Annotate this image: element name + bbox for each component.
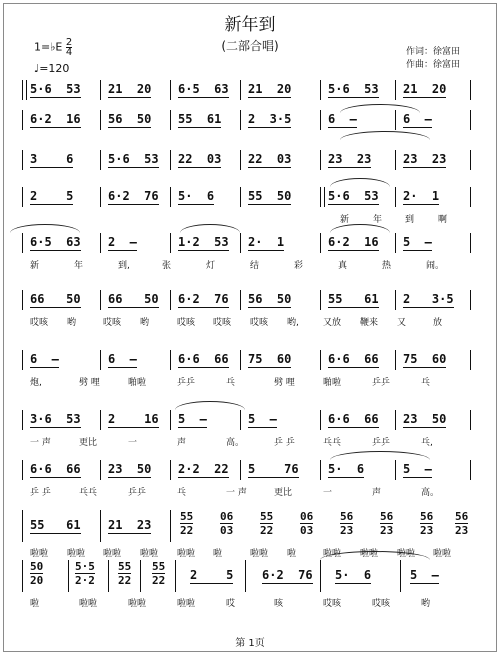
measure-notes: 6 – (108, 352, 137, 366)
lyric-syllable: 啦啦 (67, 549, 86, 559)
measure-notes: 21 20 (248, 82, 292, 96)
key-prefix: 1= (34, 40, 51, 54)
measure-notes: 66 50 (108, 292, 159, 306)
lyric-syllable: 彩 (294, 261, 304, 271)
barline (170, 290, 171, 310)
barline (395, 187, 396, 207)
barline (170, 350, 171, 370)
song-title: 新年到 (224, 15, 276, 35)
lyric-syllable: 啦啦 (360, 549, 379, 559)
stacked-chord (455, 510, 468, 537)
barline (470, 80, 471, 100)
lyric-syllable: 哟, (287, 318, 299, 328)
chord-lower: 03 (300, 524, 314, 537)
chord-lower: 03 (220, 524, 234, 537)
barline (470, 410, 471, 430)
lyric-syllable: 乒乒 (372, 438, 391, 448)
barline (320, 187, 325, 207)
measure-notes: 22 03 (248, 152, 292, 166)
lyric-syllable: 哟 (67, 318, 77, 328)
measure-notes: 5·6 53 (108, 152, 159, 166)
chord-upper: 5·5 (75, 560, 95, 573)
barline (22, 187, 23, 207)
lyric-syllable: 结 (250, 261, 260, 271)
lyric-syllable: 更比 (274, 488, 293, 498)
measure-notes: 55 61 (30, 518, 81, 532)
measure-notes: 22 03 (178, 152, 222, 166)
lyric-syllable: 张 (162, 261, 172, 271)
barline (22, 80, 27, 100)
measure-notes: 5· 6 (178, 189, 215, 203)
measure-notes: 1·2 53 (178, 235, 229, 249)
measure-notes: 2· 1 (248, 235, 285, 249)
lyric-syllable: 啦啦 (250, 549, 269, 559)
lyric-syllable: 啪啦 (323, 378, 342, 388)
measure-notes: 21 20 (403, 82, 447, 96)
barline (68, 560, 69, 592)
lyric-syllable: 炮, (30, 378, 42, 388)
lyric-syllable: 乓乓 (323, 438, 342, 448)
lyric-syllable: 到, (118, 261, 130, 271)
time-bottom: 4 (65, 47, 73, 58)
barline (245, 560, 246, 592)
stacked-chord (420, 510, 433, 537)
measure-notes: 5· 6 (335, 568, 372, 582)
barline (170, 110, 171, 130)
lyric-syllable: 声 (372, 488, 382, 498)
barline (320, 233, 321, 253)
barline (22, 150, 23, 170)
lyric-syllable: 闹。 (426, 261, 445, 271)
lyric-syllable: 更比 (79, 438, 98, 448)
lyric-syllable: 乓 (177, 488, 187, 498)
barline (400, 560, 401, 592)
barline (320, 560, 321, 592)
lyric-syllable: 乓 (421, 378, 431, 388)
lyric-syllable: 咳 (274, 599, 284, 609)
chord-lower: 23 (420, 524, 434, 537)
lyric-syllable: 放 (433, 318, 443, 328)
barline (100, 233, 101, 253)
stacked-chord (380, 510, 393, 537)
measure-notes: 2 3·5 (403, 292, 454, 306)
measure-notes: 75 60 (248, 352, 292, 366)
lyric-syllable: 又放 (323, 318, 342, 328)
lyric-syllable: 年 (373, 215, 383, 225)
measure-notes: 6·2 76 (262, 568, 313, 582)
measure-notes: 2 – (108, 235, 137, 249)
barline (100, 150, 101, 170)
barline (22, 350, 23, 370)
chord-upper: 56 (380, 510, 394, 523)
barline (470, 150, 471, 170)
lyric-syllable: 啦啦 (103, 549, 122, 559)
measure-notes: 55 61 (178, 112, 222, 126)
measure-notes: 6·6 66 (328, 412, 379, 426)
lyric-syllable: 乒乒 (128, 488, 147, 498)
barline (170, 150, 171, 170)
lyric-syllable: 啦啦 (128, 599, 147, 609)
lyric-syllable: 热 (382, 261, 392, 271)
measure-notes: 2 5 (190, 568, 234, 582)
measure-notes: 5·6 53 (30, 82, 81, 96)
chord-lower: 23 (340, 524, 354, 537)
chord-upper: 55 (180, 510, 194, 523)
measure-notes: 75 60 (403, 352, 447, 366)
measure-notes: 3 6 (30, 152, 74, 166)
barline (100, 187, 101, 207)
lyric-syllable: 哎咳 (103, 318, 122, 328)
lyric-syllable: 一 (128, 438, 138, 448)
chord-lower: 22 (180, 524, 194, 537)
barline (395, 150, 396, 170)
measure-notes: 6 – (328, 112, 357, 126)
time-top: 2 (65, 37, 73, 48)
measure-notes: 5 – (403, 235, 432, 249)
barline (108, 560, 109, 592)
lyric-syllable: 乒乒 (372, 378, 391, 388)
chord-lower: 22 (118, 574, 132, 587)
barline (240, 460, 241, 480)
barline (240, 150, 241, 170)
lyric-syllable: 啦啦 (79, 599, 98, 609)
lyric-syllable: 乒乒 (177, 378, 196, 388)
lyric-syllable: 啦 (30, 599, 40, 609)
chord-lower: 23 (455, 524, 469, 537)
lyric-syllable: 真 (338, 261, 348, 271)
measure-notes: 5 – (248, 412, 277, 426)
lyric-syllable: 啦啦 (140, 549, 159, 559)
barline (170, 80, 171, 100)
lyric-syllable: 到 (405, 215, 415, 225)
measure-notes: 2 16 (108, 412, 159, 426)
barline (240, 110, 241, 130)
stacked-chord (340, 510, 353, 537)
barline (100, 410, 101, 430)
stacked-chord (118, 560, 131, 587)
time-signature (66, 38, 72, 57)
chord-upper: 55 (260, 510, 274, 523)
measure-notes: 2·2 22 (178, 462, 229, 476)
barline (395, 110, 396, 130)
stacked-chord (260, 510, 273, 537)
lyric-syllable: 啦 (213, 549, 223, 559)
lyric-syllable: 乒 乒 (274, 438, 295, 448)
lyric-syllable: 啦啦 (397, 549, 416, 559)
barline (100, 350, 101, 370)
barline (470, 187, 471, 207)
measure-notes: 6·6 66 (178, 352, 229, 366)
measure-notes: 5 – (178, 412, 207, 426)
barline (170, 233, 171, 253)
lyric-syllable: 灯 (206, 261, 216, 271)
stacked-chord (75, 560, 95, 587)
lyric-syllable: 乓 (226, 378, 236, 388)
barline (170, 510, 171, 542)
stacked-chord (300, 510, 313, 537)
chord-lower: 23 (380, 524, 394, 537)
chord-upper: 55 (118, 560, 132, 573)
lyric-syllable: 一 声 (226, 488, 247, 498)
measure-notes: 5·6 53 (328, 82, 379, 96)
barline (240, 350, 241, 370)
lyric-syllable: 劈 哩 (79, 378, 100, 388)
lyric-syllable: 哎咳 (323, 599, 342, 609)
barline (470, 110, 471, 130)
measure-notes: 56 50 (248, 292, 292, 306)
song-subtitle: (二部合唱) (221, 39, 279, 53)
lyric-syllable: 一 (323, 488, 333, 498)
barline (320, 350, 321, 370)
measure-notes: 6·5 63 (178, 82, 229, 96)
measure-notes: 6·6 66 (30, 462, 81, 476)
measure-notes: 2· 1 (403, 189, 440, 203)
measure-notes: 23 23 (328, 152, 372, 166)
chord-upper: 56 (420, 510, 434, 523)
chord-upper: 55 (152, 560, 166, 573)
lyric-syllable: 乓, (421, 438, 433, 448)
chord-upper: 56 (340, 510, 354, 523)
lyric-syllable: 啪啦 (128, 378, 147, 388)
measure-notes: 6·2 16 (328, 235, 379, 249)
barline (320, 80, 321, 100)
barline (22, 410, 23, 430)
barline (175, 560, 176, 592)
measure-notes: 23 50 (108, 462, 152, 476)
barline (240, 410, 241, 430)
measure-notes: 5 76 (248, 462, 299, 476)
barline (320, 410, 321, 430)
chord-upper: 06 (300, 510, 314, 523)
barline (320, 150, 321, 170)
barline (240, 80, 241, 100)
barline (22, 110, 23, 130)
barline (240, 233, 241, 253)
lyric-syllable: 又 (397, 318, 407, 328)
lyric-syllable: 啦啦 (177, 599, 196, 609)
barline (100, 460, 101, 480)
lyric-syllable: 啊 (438, 215, 448, 225)
barline (240, 187, 241, 207)
chord-lower: 20 (30, 574, 44, 587)
lyric-syllable: 哟 (140, 318, 150, 328)
barline (22, 460, 23, 480)
measure-notes: 56 50 (108, 112, 152, 126)
key-note: ♭E (50, 40, 63, 54)
barline (470, 233, 471, 253)
measure-notes: 23 23 (403, 152, 447, 166)
lyric-syllable: 高。 (421, 488, 440, 498)
measure-notes: 6·2 76 (108, 189, 159, 203)
lyric-syllable: 声 (177, 438, 187, 448)
barline (140, 560, 141, 592)
measure-notes: 2 3·5 (248, 112, 292, 126)
barline (395, 80, 396, 100)
barline (320, 110, 321, 130)
barline (470, 460, 471, 480)
stacked-chord (180, 510, 193, 537)
measure-notes: 5· 6 (328, 462, 365, 476)
lyric-syllable: 啦啦 (177, 549, 196, 559)
barline (100, 110, 101, 130)
barline (470, 350, 471, 370)
lyricist-credit: 作词：徐富田 (406, 47, 461, 57)
barline (240, 290, 241, 310)
lyric-syllable: 哎咳 (213, 318, 232, 328)
barline (100, 80, 101, 100)
chord-upper: 06 (220, 510, 234, 523)
barline (395, 410, 396, 430)
measure-notes: 6·6 66 (328, 352, 379, 366)
tempo-marking: ♩=120 (34, 62, 70, 75)
measure-notes: 21 23 (108, 518, 152, 532)
barline (320, 290, 321, 310)
barline (22, 510, 23, 542)
measure-notes: 6 – (403, 112, 432, 126)
measure-notes: 5 – (403, 462, 432, 476)
chord-lower: 22 (152, 574, 166, 587)
measure-notes: 21 20 (108, 82, 152, 96)
lyric-syllable: 新 (30, 261, 40, 271)
chord-lower: 2·2 (75, 574, 95, 587)
lyric-syllable: 年 (74, 261, 84, 271)
measure-notes: 23 50 (403, 412, 447, 426)
measure-notes: 55 61 (328, 292, 379, 306)
chord-lower: 22 (260, 524, 274, 537)
lyric-syllable: 一 声 (30, 438, 51, 448)
lyric-syllable: 啦啦 (30, 549, 49, 559)
lyric-syllable: 啦啦 (433, 549, 452, 559)
lyric-syllable: 啦 (287, 549, 297, 559)
stacked-chord (220, 510, 233, 537)
barline (100, 510, 101, 542)
barline (100, 290, 101, 310)
measure-notes: 2 5 (30, 189, 74, 203)
barline (395, 460, 396, 480)
measure-notes: 6 – (30, 352, 59, 366)
measure-notes: 5·6 53 (328, 189, 379, 203)
barline (395, 290, 396, 310)
lyric-syllable: 鞭来 (360, 318, 379, 328)
lyric-syllable: 哎咳 (250, 318, 269, 328)
lyric-syllable: 新 (340, 215, 350, 225)
measure-notes: 6·5 63 (30, 235, 81, 249)
barline (170, 460, 171, 480)
chord-upper: 56 (455, 510, 469, 523)
measure-notes: 5 – (410, 568, 439, 582)
barline (22, 560, 23, 592)
lyric-syllable: 啦啦 (323, 549, 342, 559)
barline (22, 233, 23, 253)
key-signature (34, 38, 72, 57)
measure-notes: 66 50 (30, 292, 81, 306)
lyric-syllable: 哎咳 (30, 318, 49, 328)
stacked-chord (152, 560, 165, 587)
barline (22, 290, 23, 310)
composer-credit: 作曲：徐富田 (406, 60, 461, 70)
lyric-syllable: 哎 (226, 599, 236, 609)
lyric-syllable: 哟 (421, 599, 431, 609)
lyric-syllable: 乒 乒 (30, 488, 51, 498)
lyric-syllable: 哎咳 (372, 599, 391, 609)
lyric-syllable: 劈 哩 (274, 378, 295, 388)
barline (170, 410, 171, 430)
page-number: 第 1页 (235, 638, 265, 649)
barline (395, 350, 396, 370)
measure-notes: 55 50 (248, 189, 292, 203)
lyric-syllable: 哎咳 (177, 318, 196, 328)
barline (320, 460, 321, 480)
measure-notes: 6·2 76 (178, 292, 229, 306)
lyric-syllable: 乓乓 (79, 488, 98, 498)
stacked-chord (30, 560, 43, 587)
barline (395, 233, 396, 253)
barline (470, 290, 471, 310)
measure-notes: 3·6 53 (30, 412, 81, 426)
lyric-syllable: 高。 (226, 438, 245, 448)
chord-upper: 50 (30, 560, 44, 573)
barline (170, 187, 171, 207)
measure-notes: 6·2 16 (30, 112, 81, 126)
